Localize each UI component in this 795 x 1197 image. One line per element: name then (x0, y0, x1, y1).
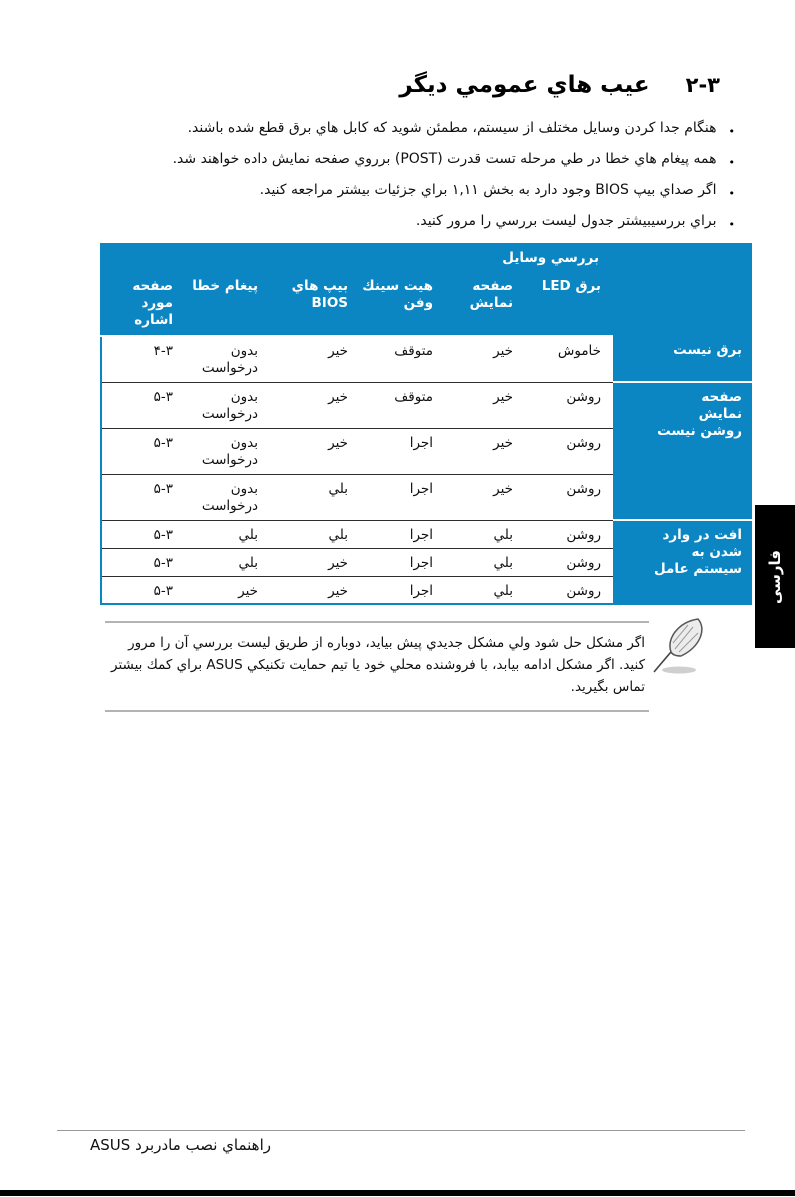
cell-page: ۵-۳ (101, 428, 185, 474)
bullet-text: براي بررسيبيشتر جدول ليست بررسي را مرور كنيد. (415, 213, 717, 229)
bottom-page-bar (0, 1190, 795, 1196)
cell-beep: خير (270, 428, 360, 474)
cell-beep: بلي (270, 474, 360, 520)
cell-error: بدون درخواست (185, 336, 270, 382)
section-heading (399, 72, 720, 98)
cell-display: خير (445, 382, 525, 428)
cell-page: ۵-۳ (101, 520, 185, 548)
cell-page: ۵-۳ (101, 576, 185, 604)
bullet-text: هنگام جدا كردن وسايل مختلف از سيستم، مطمئن شويد كه كابل هاي برق قطع شده باشند. (187, 120, 717, 136)
table-row (101, 382, 751, 428)
bullet-list (87, 119, 735, 243)
cell-led: روشن (525, 548, 613, 576)
table-corner-cell (613, 244, 751, 336)
section-title: عيب هاي عمومي ديگر (399, 72, 650, 98)
bullet-dot-icon: • (728, 125, 735, 138)
table-row (101, 336, 751, 382)
column-header-power-led: برق LED (525, 272, 613, 336)
cell-display: خير (445, 428, 525, 474)
cell-heatsink: اجرا (360, 576, 445, 604)
bullet-item (87, 150, 735, 172)
cell-error: بدون درخواست (185, 474, 270, 520)
cell-page: ۵-۳ (101, 382, 185, 428)
table-row (101, 520, 751, 548)
bullet-dot-icon: • (728, 156, 735, 169)
troubleshooting-table (100, 243, 752, 605)
cell-display: خير (445, 336, 525, 382)
cell-page: ۵-۳ (101, 548, 185, 576)
table-super-header: بررسي وسايل (101, 244, 613, 272)
language-tab (755, 505, 795, 648)
cell-error: بلي (185, 548, 270, 576)
group-label-no-power: برق نيست (613, 336, 751, 382)
column-header-error-message: پيغام خطا (185, 272, 270, 336)
bullet-text: اگر صداي بيپ BIOS وجود دارد به بخش ۱,۱۱ براي جزئيات بيشتر مراجعه كنيد. (259, 182, 717, 198)
note-feather-icon (646, 616, 714, 678)
cell-heatsink: متوقف (360, 382, 445, 428)
note-box (105, 621, 649, 712)
cell-display: بلي (445, 576, 525, 604)
footer-text: راهنماي نصب مادربرد ASUS (90, 1136, 272, 1154)
column-header-display: صفحه نمايش (445, 272, 525, 336)
cell-beep: خير (270, 576, 360, 604)
column-header-reference-page: صفحه مورد اشاره (101, 272, 185, 336)
column-header-bios-beep: بيپ هاي BIOS (270, 272, 360, 336)
cell-beep: خير (270, 336, 360, 382)
bullet-item (87, 119, 735, 141)
cell-beep: خير (270, 548, 360, 576)
group-label-os-boot-failure: افت در وارد شدن به سيستم عامل (613, 520, 751, 604)
cell-heatsink: اجرا (360, 520, 445, 548)
cell-led: خاموش (525, 336, 613, 382)
cell-led: روشن (525, 520, 613, 548)
cell-page: ۴-۳ (101, 336, 185, 382)
bullet-item (87, 181, 735, 203)
cell-error: بدون درخواست (185, 428, 270, 474)
cell-heatsink: متوقف (360, 336, 445, 382)
bullet-dot-icon: • (728, 187, 735, 200)
cell-page: ۵-۳ (101, 474, 185, 520)
group-label-display-off: صفحه نمايش روشن نيست (613, 382, 751, 520)
footer-rule (57, 1130, 745, 1131)
language-tab-label: فارسی (766, 549, 784, 604)
cell-led: روشن (525, 428, 613, 474)
cell-beep: خير (270, 382, 360, 428)
cell-display: بلي (445, 548, 525, 576)
bullet-text: همه پيغام هاي خطا در طي مرحله تست قدرت (POST) برروي صفحه نمايش داده خواهند شد. (172, 151, 717, 167)
cell-led: روشن (525, 474, 613, 520)
cell-heatsink: اجرا (360, 548, 445, 576)
cell-heatsink: اجرا (360, 474, 445, 520)
cell-display: بلي (445, 520, 525, 548)
cell-display: خير (445, 474, 525, 520)
bullet-item (87, 212, 735, 234)
cell-led: روشن (525, 576, 613, 604)
column-header-heatsink-fan: هيت سينك وفن (360, 272, 445, 336)
section-number: ۲-۳ (685, 73, 720, 97)
cell-led: روشن (525, 382, 613, 428)
bullet-dot-icon: • (728, 218, 735, 231)
cell-heatsink: اجرا (360, 428, 445, 474)
note-text: اگر مشكل حل شود ولي مشكل جديدي پيش بيايد، دوباره از طريق ليست بررسي آن را مرور كنيد. اگر مشكل ادامه بيابد، با فروشنده محلي خود يا تيم حمايت تكنيكي ASUS براي كمك بيشتر تماس بگيريد. (111, 635, 645, 695)
cell-error: بلي (185, 520, 270, 548)
cell-beep: بلي (270, 520, 360, 548)
cell-error: بدون درخواست (185, 382, 270, 428)
cell-error: خير (185, 576, 270, 604)
